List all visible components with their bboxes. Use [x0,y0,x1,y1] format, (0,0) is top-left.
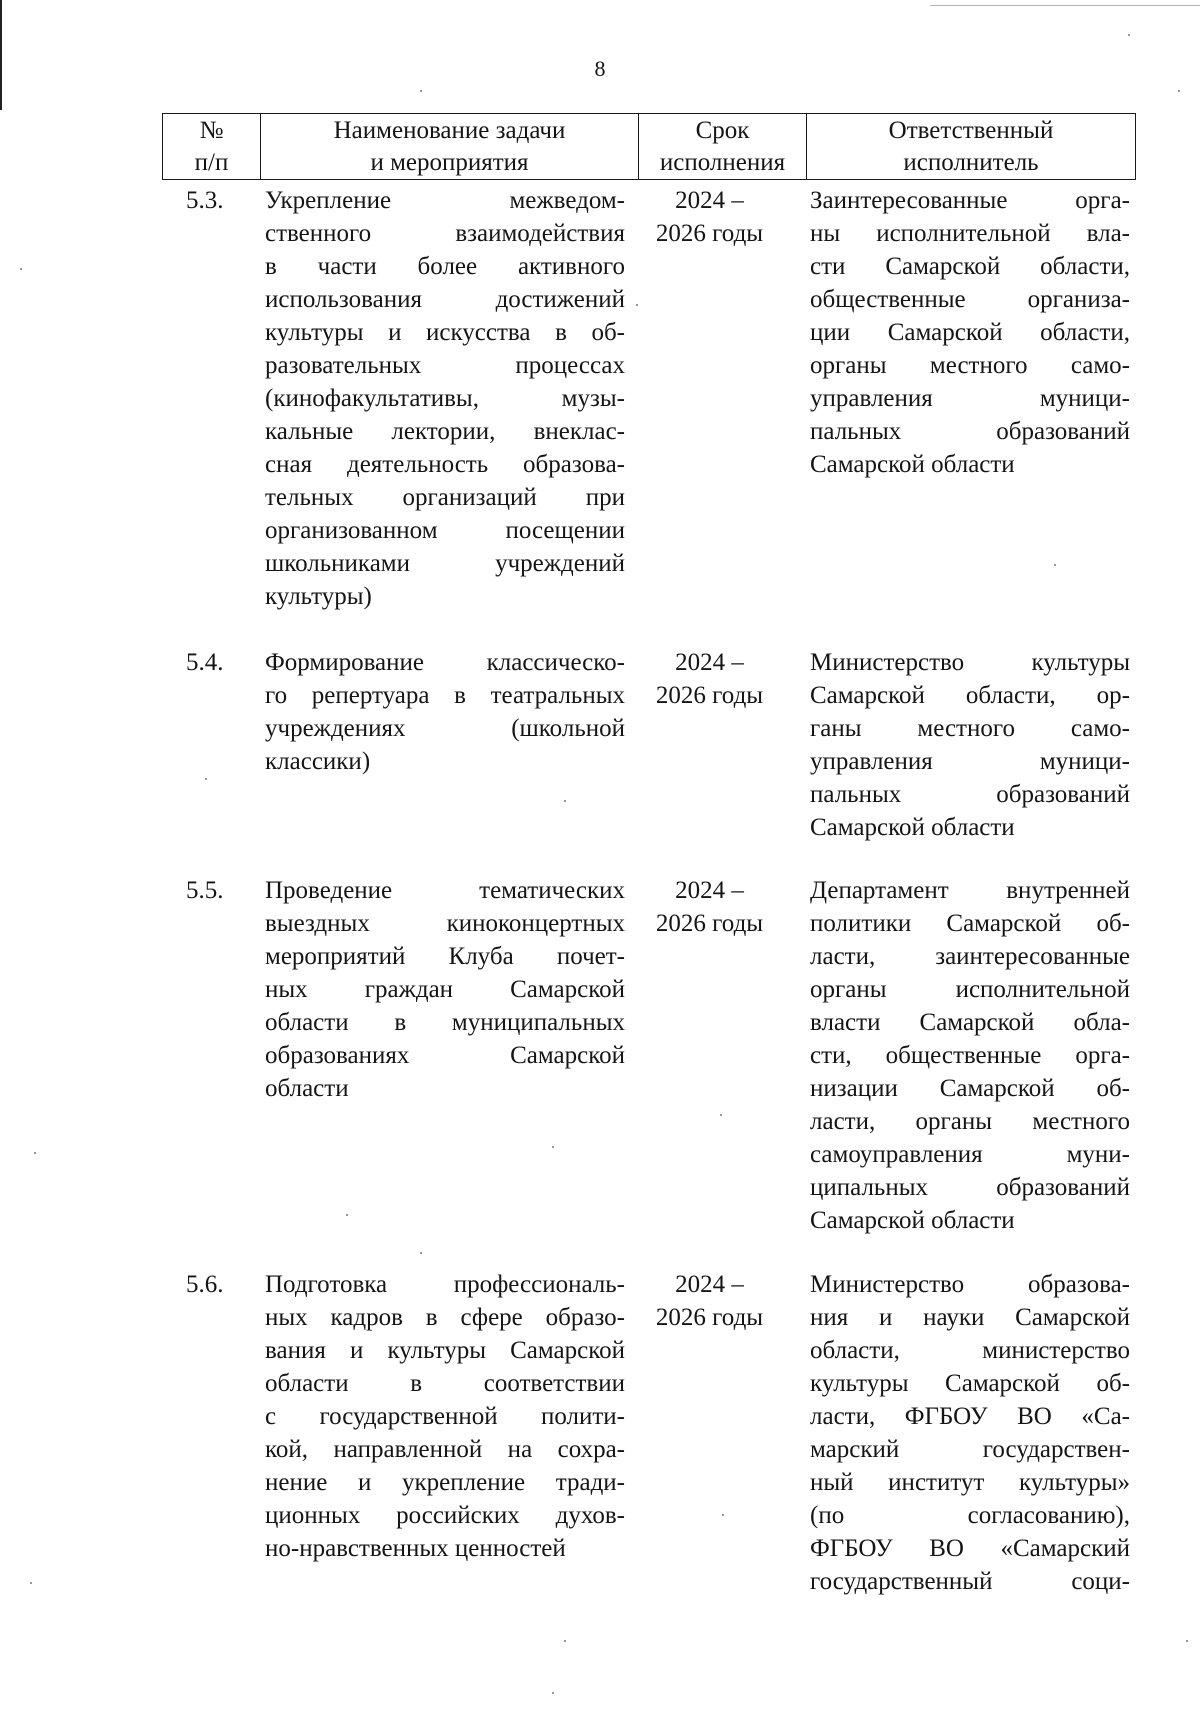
task-cell [265,184,625,613]
responsible-line: Самарской области, ор- [810,682,1130,709]
header-term-line-1: Срок [695,116,750,144]
scan-speck [1128,34,1130,36]
responsible-line: области, министерство [810,1337,1130,1364]
scan-speck [20,268,22,270]
responsible-line: органы местного само- [810,352,1130,379]
responsible-line: ции Самарской области, [810,319,1130,346]
responsible-line: Заинтересованные орга- [810,187,1130,214]
task-line: нение и укрепление тради- [265,1469,625,1496]
task-line: области [265,1075,349,1102]
scan-speck [722,1514,724,1516]
term-line: 2024 – [675,187,744,214]
task-line: с государственной полити- [265,1403,625,1430]
term-line: 2024 – [675,649,744,676]
task-line: учреждениях (школьной [265,715,625,742]
responsible-line: пальных образований [810,418,1130,445]
table-header [162,113,1136,180]
task-cell [265,874,625,1105]
term-cell [637,646,782,712]
task-cell [265,1268,625,1565]
row-number: 5.5. [186,877,224,904]
header-cell-responsible [807,114,1136,180]
responsible-line: Министерство культуры [810,649,1130,676]
header-term-line-2: исполнения [659,148,786,176]
task-line: области в муниципальных [265,1009,625,1036]
term-line: 2026 годы [655,682,764,709]
responsible-line: ны исполнительной вла- [810,220,1130,247]
task-line: вания и культуры Самарской [265,1337,625,1364]
task-line: разовательных процессах [265,352,625,379]
responsible-cell [810,184,1130,481]
header-task-line-1: Наименование задачи [333,116,566,144]
responsible-line: марский государствен- [810,1436,1130,1463]
scan-speck [420,1252,422,1254]
responsible-line: самоуправления муни- [810,1141,1130,1168]
term-cell [637,184,782,250]
header-cell-term [639,114,807,180]
header-cell-task [261,114,639,180]
responsible-line: (по согласованию), [810,1502,1130,1529]
responsible-line: ния и науки Самарской [810,1304,1130,1331]
responsible-line: власти Самарской обла- [810,1009,1130,1036]
header-number-line-2: п/п [194,148,229,176]
task-line: сная деятельность образова- [265,451,625,478]
responsible-cell [810,874,1130,1237]
task-line: культуры) [265,583,372,610]
responsible-line: культуры Самарской об- [810,1370,1130,1397]
term-line: 2024 – [675,1271,744,1298]
task-line: области в соответствии [265,1370,625,1397]
scan-speck [34,1152,36,1154]
responsible-line: Департамент внутренней [810,877,1130,904]
responsible-line: сти, общественные орга- [810,1042,1130,1069]
task-line: Проведение тематических [265,877,625,904]
task-line: но-нравственных ценностей [265,1535,566,1562]
header-cell-number [163,114,261,180]
task-line: ционных российских духов- [265,1502,625,1529]
responsible-line: общественные организа- [810,286,1130,313]
term-cell [637,874,782,940]
scan-speck [346,1214,348,1216]
responsible-line: пальных образований [810,781,1130,808]
responsible-line: ганы местного само- [810,715,1130,742]
responsible-line: государственный соци- [810,1568,1130,1595]
scan-speck [552,1146,554,1148]
task-line: в части более активного [265,253,625,280]
term-line: 2024 – [675,877,744,904]
scan-speck [564,800,566,802]
scan-speck [1178,90,1180,92]
responsible-cell [810,1268,1130,1598]
row-number: 5.3. [186,187,224,214]
scan-speck [30,1582,32,1584]
responsible-line: низации Самарской об- [810,1075,1130,1102]
responsible-line: ласти, ФГБОУ ВО «Са- [810,1403,1130,1430]
term-line: 2026 годы [655,220,764,247]
term-line: 2026 годы [655,1304,764,1331]
responsible-line: ный институт культуры» [810,1469,1130,1496]
header-responsible-line-1: Ответственный [888,116,1054,144]
responsible-line: Самарской области [810,814,1015,841]
task-line: выездных киноконцертных [265,910,625,937]
task-line: ных граждан Самарской [265,976,625,1003]
responsible-line: сти Самарской области, [810,253,1130,280]
task-line: культуры и искусства в об- [265,319,625,346]
responsible-line: ципальных образований [810,1174,1130,1201]
responsible-line: управления муници- [810,748,1130,775]
task-line: Укрепление межведом- [265,187,625,214]
task-line: тельных организаций при [265,484,625,511]
responsible-cell [810,646,1130,844]
task-line: ственного взаимодействия [265,220,625,247]
scan-speck [1054,564,1056,566]
scan-edge-line [0,0,2,110]
task-line: образованиях Самарской [265,1042,625,1069]
row-number: 5.6. [186,1271,224,1298]
task-line: кой, направленной на сохра- [265,1436,625,1463]
term-cell [637,1268,782,1334]
task-line: организованном посещении [265,517,625,544]
scan-speck [1186,1640,1188,1642]
task-line: кальные лектории, внеклас- [265,418,625,445]
page-number: 8 [594,56,606,81]
task-line: классики) [265,748,371,775]
scan-speck [564,1640,566,1642]
task-cell [265,646,625,778]
top-rule [930,5,1200,6]
task-line: ных кадров в сфере образо- [265,1304,625,1331]
term-line: 2026 годы [655,910,764,937]
task-line: Формирование классическо- [265,649,625,676]
scan-speck [420,90,422,92]
responsible-line: Самарской области [810,451,1015,478]
header-number-line-1: № [199,116,224,144]
scan-speck [636,304,638,306]
task-line: школьниками учреждений [265,550,625,577]
task-line: (кинофакультативы, музы- [265,385,625,412]
responsible-line: Министерство образова- [810,1271,1130,1298]
scan-speck [205,778,207,780]
row-number: 5.4. [186,649,224,676]
task-line: го репертуара в театральных [265,682,625,709]
responsible-line: политики Самарской об- [810,910,1130,937]
responsible-line: ласти, органы местного [810,1108,1130,1135]
task-line: использования достижений [265,286,625,313]
responsible-line: ФГБОУ ВО «Самарский [810,1535,1130,1562]
scan-speck [552,1692,554,1694]
responsible-line: ласти, заинтересованные [810,943,1130,970]
responsible-line: управления муници- [810,385,1130,412]
task-line: Подготовка профессиональ- [265,1271,625,1298]
header-task-line-2: и мероприятия [370,148,529,176]
responsible-line: органы исполнительной [810,976,1130,1003]
scan-speck [720,1114,722,1116]
responsible-line: Самарской области [810,1207,1015,1234]
header-responsible-line-2: исполнитель [903,148,1039,176]
task-line: мероприятий Клуба почет- [265,943,625,970]
